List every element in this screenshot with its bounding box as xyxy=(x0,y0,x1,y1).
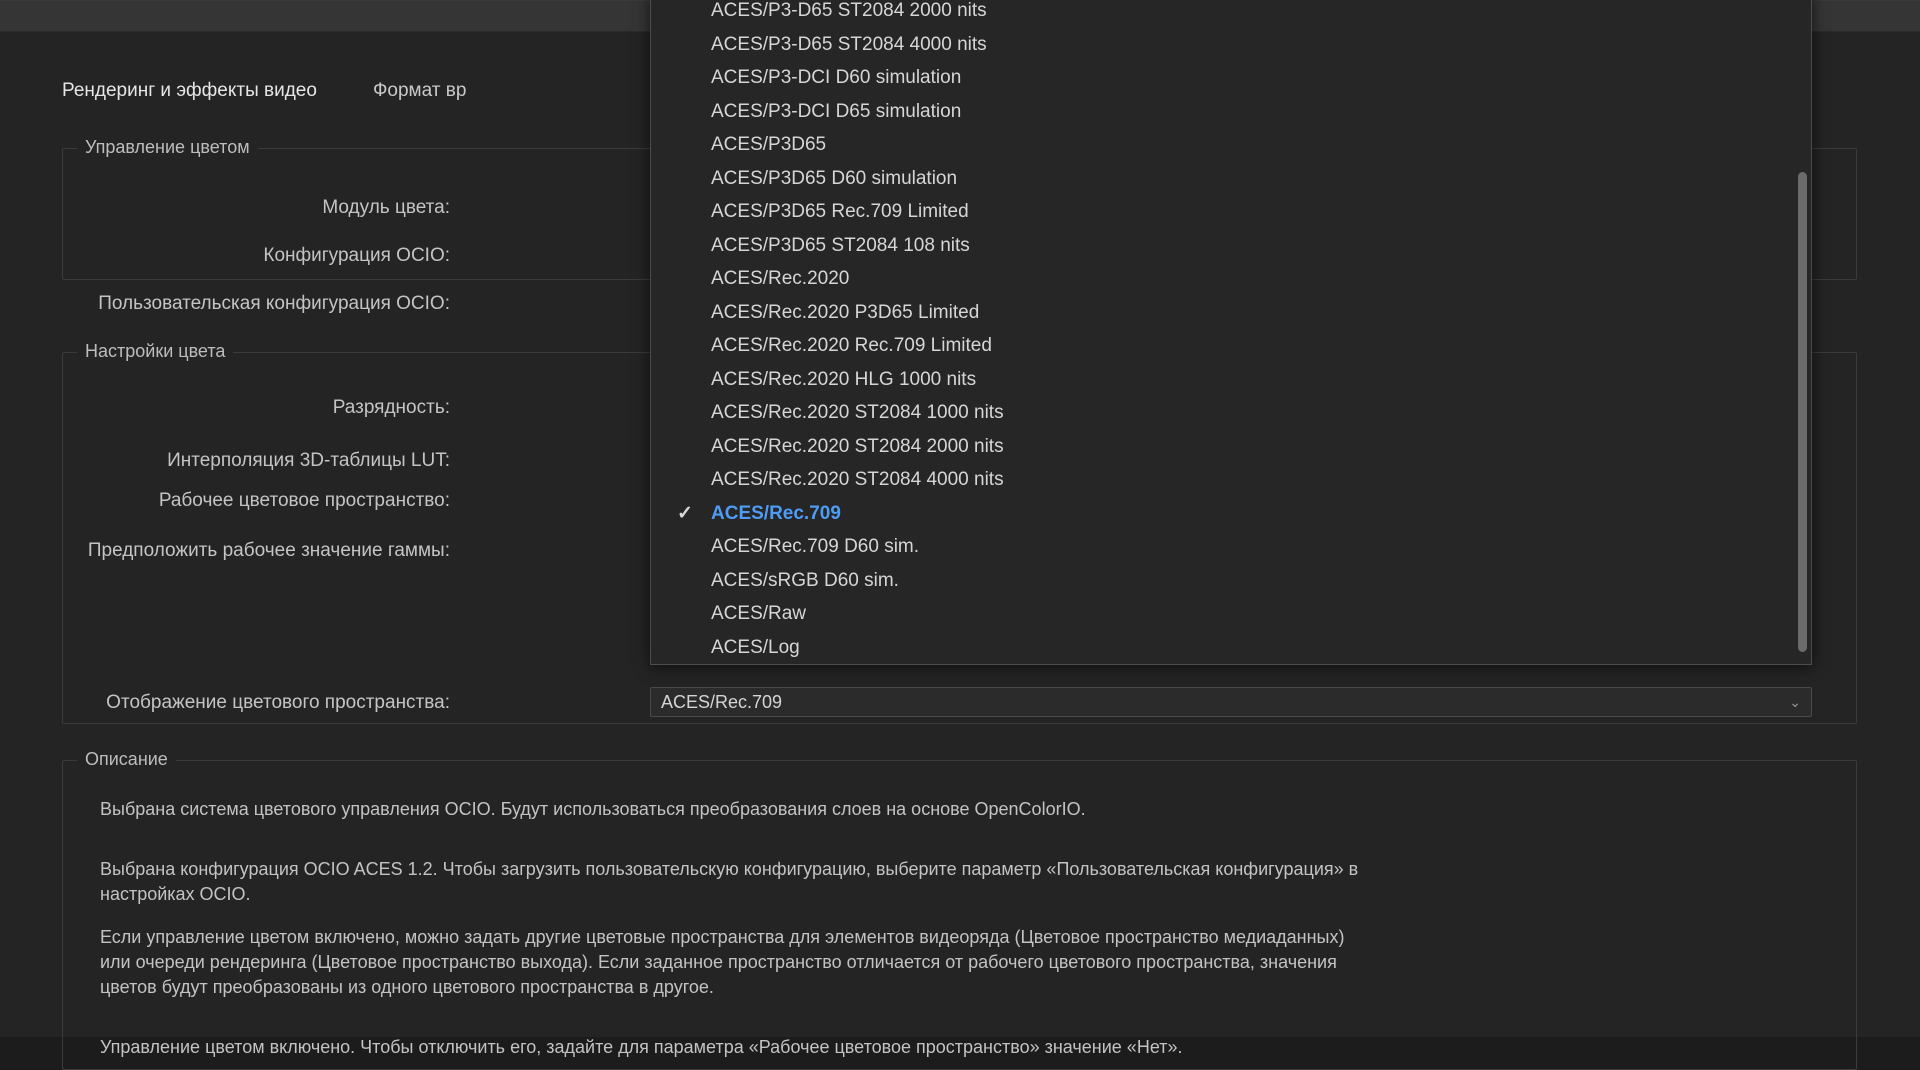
dropdown-item-label: ACES/P3D65 ST2084 108 nits xyxy=(711,234,970,256)
dropdown-item[interactable] xyxy=(651,61,1811,95)
dropdown-item-label: ACES/P3-DCI D60 simulation xyxy=(711,67,962,88)
dropdown-item-label: ACES/P3D65 Rec.709 Limited xyxy=(711,201,969,222)
dropdown-item[interactable] xyxy=(651,463,1811,497)
field-display-colorspace-value: ACES/Rec.709 xyxy=(661,692,783,712)
chevron-down-icon: ⌄ xyxy=(1789,694,1801,710)
label-bit-depth: Разрядность: xyxy=(332,397,450,418)
dropdown-item-label: ACES/P3-D65 ST2084 2000 nits xyxy=(711,0,987,21)
dropdown-item[interactable] xyxy=(651,564,1811,598)
dropdown-item[interactable] xyxy=(651,631,1811,665)
dropdown-item-label: ACES/P3D65 D60 simulation xyxy=(711,167,958,189)
label-assume-working-gamma: Предположить рабочее значение гаммы: xyxy=(87,540,450,561)
dropdown-item-label: ACES/Rec.2020 Rec.709 Limited xyxy=(711,335,992,356)
dropdown-list xyxy=(651,0,1811,664)
description-paragraph: Выбрана конфигурация OCIO ACES 1.2. Чтобы загрузить пользовательскую конфигурацию, выберите параметр «Пользовательская конфигурация» в настройках OCIO. xyxy=(100,859,1359,904)
label-custom-ocio-config: Пользовательская конфигурация OCIO: xyxy=(98,293,450,314)
dropdown-item-label: ACES/Rec.2020 xyxy=(711,268,850,289)
dropdown-item[interactable] xyxy=(651,28,1811,62)
check-icon: ✓ xyxy=(677,502,693,524)
dropdown-item-label: ACES/Log xyxy=(711,636,800,658)
dropdown-item[interactable] xyxy=(651,597,1811,631)
dropdown-scrollbar[interactable] xyxy=(1799,0,1809,665)
dropdown-item-label: ACES/Rec.709 xyxy=(711,502,841,524)
dropdown-item[interactable] xyxy=(651,363,1811,397)
dropdown-item-label: ACES/Rec.709 D60 sim. xyxy=(711,536,920,557)
dropdown-item[interactable] xyxy=(651,430,1811,464)
dropdown-scrollbar-thumb[interactable] xyxy=(1798,172,1807,652)
tab-label: Рендеринг и эффекты видео xyxy=(62,80,317,101)
dropdown-item[interactable] xyxy=(651,296,1811,330)
dropdown-item-label: ACES/Rec.2020 HLG 1000 nits xyxy=(711,368,977,390)
label-lut-interpolation: Интерполяция 3D-таблицы LUT: xyxy=(167,450,450,471)
label-display-colorspace: Отображение цветового пространства: xyxy=(106,692,450,713)
dropdown-item[interactable] xyxy=(651,128,1811,162)
dropdown-item-label: ACES/Rec.2020 ST2084 4000 nits xyxy=(711,469,1004,490)
dropdown-item-label: ACES/Rec.2020 ST2084 2000 nits xyxy=(711,435,1004,457)
dropdown-item-label: ACES/P3-DCI D65 simulation xyxy=(711,100,962,122)
group-color-management-title: Управление цветом xyxy=(77,137,258,158)
dropdown-item[interactable] xyxy=(651,195,1811,229)
dropdown-item[interactable] xyxy=(651,262,1811,296)
dropdown-item-label: ACES/P3-D65 ST2084 4000 nits xyxy=(711,33,987,55)
tab-bar xyxy=(62,80,466,105)
label-color-module: Модуль цвета: xyxy=(322,197,450,218)
dropdown-item[interactable] xyxy=(651,162,1811,196)
dropdown-item-label: ACES/Rec.2020 P3D65 Limited xyxy=(711,301,980,323)
display-colorspace-dropdown[interactable] xyxy=(650,0,1812,665)
label-ocio-config: Конфигурация OCIO: xyxy=(263,245,450,266)
tab-label: Формат вр xyxy=(372,80,467,101)
dropdown-item-label: ACES/Raw xyxy=(711,603,807,624)
description-paragraph: Управление цветом включено. Чтобы отключить его, задайте для параметра «Рабочее цветовое пространство» значение «Нет». xyxy=(100,1037,1183,1057)
group-description-title: Описание xyxy=(77,749,176,770)
dropdown-item[interactable] xyxy=(651,530,1811,564)
dropdown-item[interactable] xyxy=(651,396,1811,430)
dropdown-item-label: ACES/sRGB D60 sim. xyxy=(711,569,899,591)
dropdown-item-label: ACES/P3D65 xyxy=(711,134,827,155)
tab-video-rendering-effects[interactable] xyxy=(62,80,317,105)
dropdown-item[interactable] xyxy=(651,497,1811,531)
dropdown-item-label: ACES/Rec.2020 ST2084 1000 nits xyxy=(711,402,1004,423)
dropdown-item[interactable] xyxy=(651,229,1811,263)
dropdown-item[interactable] xyxy=(651,329,1811,363)
group-color-settings-title: Настройки цвета xyxy=(77,341,233,362)
description-paragraph: Если управление цветом включено, можно задать другие цветовые пространства для элементов видеоряда (Цветовое пространство медиаданных) или очереди рендеринга (Цветовое пространство выхода). Если заданное пространство отличается от рабочего цветового пространства, значения цветов будут преобразованы из одного цветового пространства в другое. xyxy=(100,927,1345,997)
label-working-colorspace: Рабочее цветовое пространство: xyxy=(158,490,450,511)
dropdown-item[interactable] xyxy=(651,95,1811,129)
field-display-colorspace[interactable] xyxy=(650,687,1812,717)
dropdown-item[interactable] xyxy=(651,0,1811,28)
description-paragraph: Выбрана система цветового управления OCIO. Будут использоваться преобразования слоев на основе OpenColorIO. xyxy=(100,799,1086,819)
tab-time-format[interactable] xyxy=(373,80,466,105)
